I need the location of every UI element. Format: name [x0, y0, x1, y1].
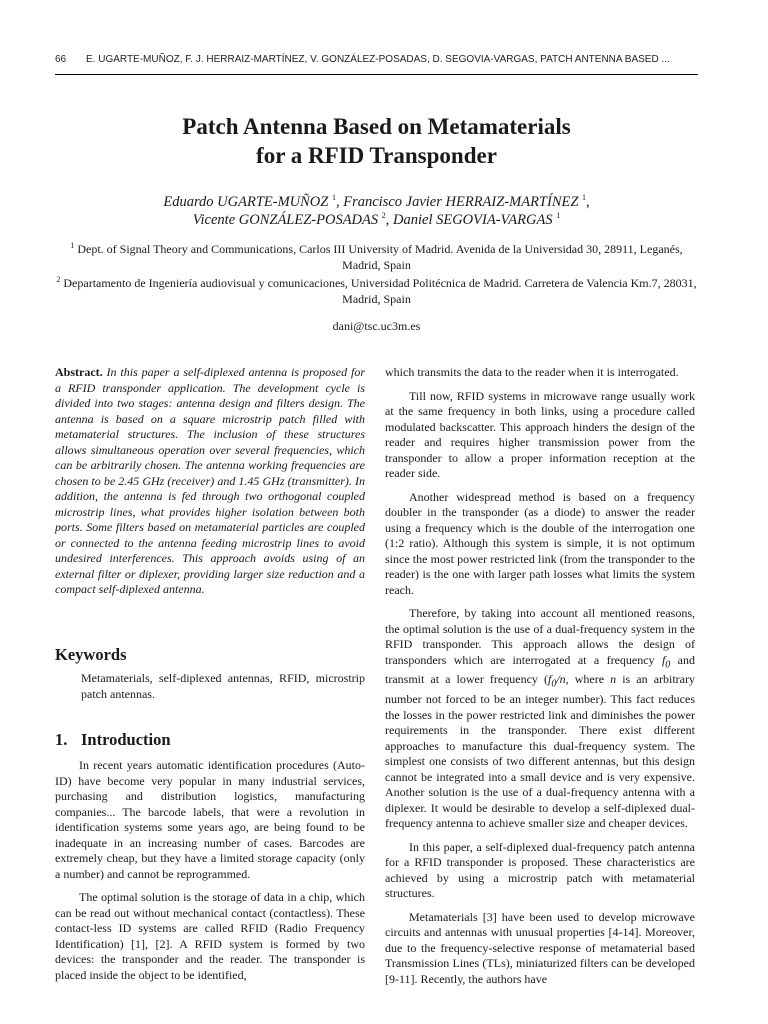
section-number: 1.: [55, 730, 68, 749]
math-subscript: 0: [665, 658, 671, 670]
text-run: and transmit at a lower frequency (: [385, 652, 695, 687]
math-n: n: [610, 672, 617, 687]
text-run: is an arbitrary number not forced to be an integer number). This fact reduces the losses in the power restricted link and diminishes the power requirements in the transponder. There exist different approaches to manufacture this dual-frequency system. The simplest one consists of two different antennas, but this design cannot be integrated into a small device and is very expensive. Another solution is the use of a dual-frequency antenna with a diplexer. It would be desirable to develop a self-diplexed dual-frequency antenna to achieve smaller size and cheaper devices.: [385, 672, 695, 831]
paper-title: [55, 112, 698, 170]
section-title: Introduction: [81, 730, 171, 749]
right-paragraph-5: Metamaterials [3] have been used to develop microwave circuits and antennas with unusual properties [4-14]. Moreover, due to the frequency-selective response of metamaterial based Transmission Lines (TLs), miniaturized filters can be developed [9-11]. Recently, the authors have: [385, 909, 695, 986]
affiliation-text: Dept. of Signal Theory and Communications, Carlos III University of Madrid. Avenida de la Universidad 30, 28911, Leganés, Madrid, Spain: [77, 242, 683, 272]
text-run: , where: [565, 672, 611, 687]
math-f0-over-n: [547, 672, 566, 690]
affiliation-text: Departamento de Ingeniería audiovisual y comunicaciones, Universidad Politécnica de Madrid. Carretera de Valencia Km.7, 28031, Madrid, Spain: [63, 276, 697, 306]
author-affiliation-mark: 1: [331, 193, 336, 203]
math-subscript: 0: [551, 678, 557, 690]
author-affiliation-mark: 1: [556, 211, 561, 221]
header-rule: [55, 74, 698, 75]
math-symbol: /n: [556, 672, 566, 687]
author-affiliation-mark: 1: [582, 193, 587, 203]
math-symbol: f: [547, 672, 552, 687]
author-affiliation-mark: 2: [381, 211, 386, 221]
introduction-heading: [55, 730, 171, 750]
right-column: [385, 365, 695, 995]
right-paragraph-1: Till now, RFID systems in microwave range usually work at the same frequency in both links, using a procedure called modulated backscatter. This approach hinders the design of the reader and requires higher transmission power from the transponder to allow a proper information reception at the reader side.: [385, 388, 695, 480]
running-head-text: E. UGARTE-MUÑOZ, F. J. HERRAIZ-MARTÍNEZ, V. GONZÁLEZ-POSADAS, D. SEGOVIA-VARGAS, PATCH ANTENNA BASED ...: [86, 54, 670, 65]
right-paragraph-3: [385, 606, 695, 832]
affiliation-2: [55, 276, 698, 307]
right-paragraph-2: Another widespread method is based on a frequency doubler in the transponder (as a diode) to answer the reader using a frequency which is the double of the interrogation one (1:2 ratio). Although this system is simple, it is not optimum since the most power restricted link (from the transponder to the reader) is the one with larger path losses what limits the system reach.: [385, 489, 695, 597]
affiliation-mark: 2: [56, 275, 61, 284]
author-name: Francisco Javier HERRAIZ-MARTÍNEZ: [343, 194, 579, 210]
right-paragraph-continuation: which transmits the data to the reader when it is interrogated.: [385, 365, 679, 379]
author-name: Vicente GONZÁLEZ-POSADAS: [192, 212, 379, 228]
author-list: Eduardo UGARTE-MUÑOZ $^1$, Francisco Javier HERRAIZ-MARTÍNEZ $^1$, Vicente GONZÁLEZ-POSADAS $^2$, Daniel SEGOVIA-VARGAS $^1$: [163, 193, 590, 228]
page-number: 66: [55, 54, 67, 65]
intro-paragraph-2: The optimal solution is the storage of data in a chip, which can be read out without mechanical contact (contactless). These contact-less ID systems are called RFID (Radio Frequency Identification) [1], [2]. A RFID system is formed by two devices: the transponder and the reader. The transponder is placed inside the object to be identified,: [55, 890, 365, 982]
author-name: Eduardo UGARTE-MUÑOZ: [163, 194, 329, 210]
affiliation-mark: 1: [70, 241, 75, 250]
abstract: [55, 365, 365, 598]
abstract-text: In this paper a self-diplexed antenna is proposed for a RFID transponder application. The development cycle is divided into two stages: antenna design and filters design. The antenna is based on a square microstrip patch filled with metamaterial structures. The inclusion of these structures allows simultaneous operation over several frequencies, which can be arbitrarily chosen. The antenna working frequencies are chosen to be 2.45 GHz (receiver) and 1.45 GHz (transmitter). In addition, the antenna is fed through two orthogonal coupled microstrip lines, what provides higher isolation between both ports. Some filters based on metamaterial particles are coupled or connected to the antenna feeding microstrip lines to avoid undesired interferences. This approach avoids using of an external filter or diplexer, providing larger size reduction and a compact self-diplexed antenna.: [55, 365, 366, 596]
affiliations: [55, 242, 698, 310]
abstract-label: Abstract.: [55, 365, 103, 379]
math-symbol: f: [661, 652, 666, 667]
author-name: Daniel SEGOVIA-VARGAS: [393, 212, 553, 228]
introduction-body: [55, 758, 365, 991]
text-run: Therefore, by taking into account all mentioned reasons, the optimal solution is the use of a dual-frequency system in the RFID transponder. This approach allows the design of transponders which are interrogated at a frequency: [385, 606, 695, 667]
right-paragraph-4: In this paper, a self-diplexed dual-frequency patch antenna for a RFID transponder is proposed. These characteristics are achieved by using a microstrip patch with metamaterial structures.: [385, 839, 695, 901]
title-line-2: for a RFID Transponder: [256, 143, 497, 168]
keywords-text: Metamaterials, self-diplexed antennas, RFID, microstrip patch antennas.: [81, 671, 365, 701]
intro-paragraph-1: In recent years automatic identification procedures (Auto-ID) have become very popular in many industrial services, purchasing and distribution logistics, manufacturing companies... The barcode labels, that were a revolution in identification systems some years ago, are being found to be inadequate in an increasing number of cases. Barcodes are extremely cheap, but they have a limited storage capacity (only a number) and cannot be reprogrammed.: [55, 758, 365, 881]
title-line-1: Patch Antenna Based on Metamaterials: [182, 114, 571, 139]
contact-email: dani@tsc.uc3m.es: [332, 319, 421, 333]
left-column: [55, 365, 365, 606]
affiliation-1: [55, 242, 698, 273]
keywords-heading: Keywords: [55, 645, 127, 664]
running-head: [55, 53, 698, 67]
